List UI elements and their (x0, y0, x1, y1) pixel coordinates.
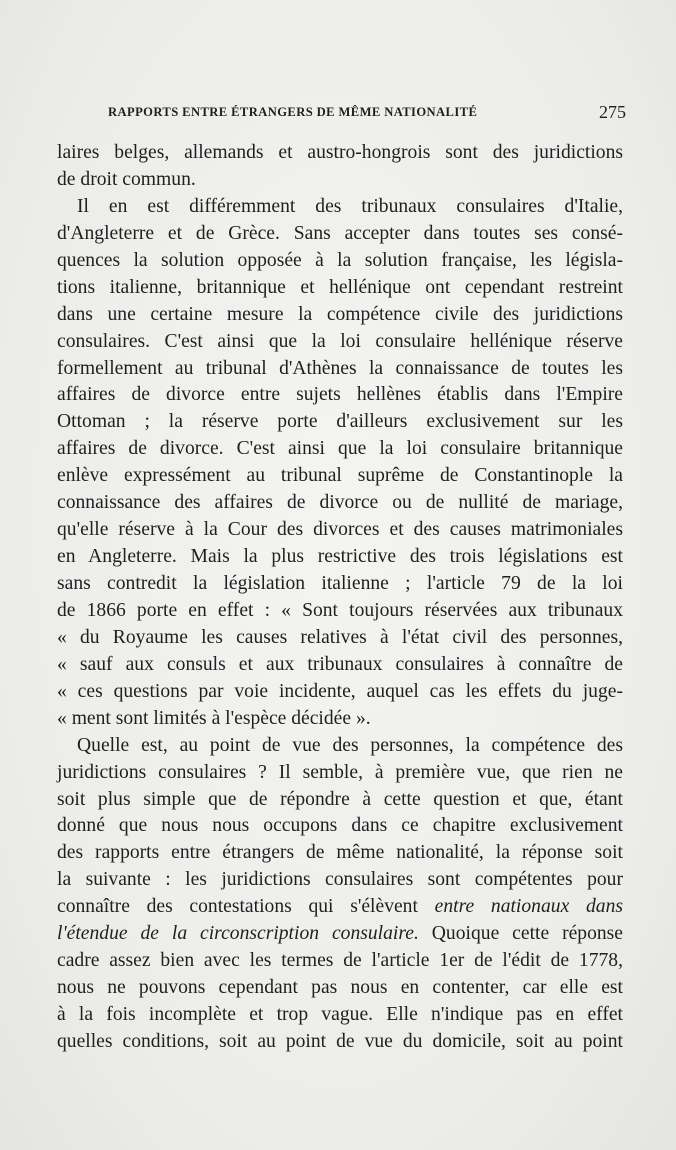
text-line: de 1866 porte en effet : « Sont toujours réservées aux tribunaux (57, 599, 623, 621)
text-line: sans contredit la législation italienne ; l'article 79 de la loi (57, 573, 623, 594)
text-line: laires belges, allemands et austro-hongrois sont des juridictions (57, 142, 623, 163)
page-number: 275 (599, 102, 626, 122)
text-line: affaires de divorce. C'est ainsi que la loi consulaire britannique (57, 438, 623, 460)
text-line: d'Angleterre et de Grèce. Sans accepter dans toutes ses consé- (57, 222, 623, 244)
text-line: qu'elle réserve à la Cour des divorces et des causes matrimoniales (57, 519, 623, 541)
text-line: connaissance des affaires de divorce ou de nullité de mariage, (57, 492, 623, 514)
text-line: quelles conditions, soit au point de vue du domicile, soit au point (57, 1030, 623, 1052)
text-line: quences la solution opposée à la solution française, les législa- (57, 249, 623, 271)
text-line: des rapports entre étrangers de même nationalité, la réponse soit (57, 842, 623, 864)
text-line: formellement au tribunal d'Athènes la connaissance de toutes les (57, 357, 623, 379)
text-line: « ment sont limités à l'espèce décidée ». (57, 707, 371, 729)
text-line: nous ne pouvons cependant pas nous en contenter, car elle est (57, 977, 623, 999)
italic-segment: l'étendue de la circonscription consulaire. (57, 923, 419, 945)
text-line: Il en est différemment des tribunaux consulaires d'Italie, (77, 195, 623, 217)
text-line: dans une certaine mesure la compétence civile des juridictions (57, 303, 623, 325)
text-line: enlève expressément au tribunal suprême de Constantinople la (57, 465, 623, 487)
text-line: Quelle est, au point de vue des personnes, la compétence des (77, 734, 623, 756)
text-line: « sauf aux consuls et aux tribunaux consulaires à connaître de (57, 653, 623, 675)
text-line-mixed (57, 921, 623, 948)
running-title: RAPPORTS ENTRE ÉTRANGERS DE MÊME NATIONALITÉ (108, 105, 478, 119)
text-segment: connaître des contestations qui s'élèvent (57, 896, 418, 918)
text-line: la suivante : les juridictions consulaires sont compétentes pour (57, 869, 623, 891)
text-line: « du Royaume les causes relatives à l'état civil des personnes, (57, 626, 623, 648)
text-line: consulaires. C'est ainsi que la loi consulaire hellénique réserve (57, 330, 623, 352)
text-line-mixed (57, 894, 623, 921)
text-line: affaires de divorce entre sujets hellènes établis dans l'Empire (57, 384, 623, 406)
text-line: Ottoman ; la réserve porte d'ailleurs exclusivement sur les (57, 411, 623, 433)
text-line: de droit commun. (57, 168, 196, 190)
text-line: soit plus simple que de répondre à cette question et que, étant (57, 788, 623, 810)
text-line: « ces questions par voie incidente, auquel cas les effets du juge- (57, 680, 623, 702)
body-text (57, 140, 623, 1056)
text-line: en Angleterre. Mais la plus restrictive des trois législations est (57, 546, 623, 568)
text-line: à la fois incomplète et trop vague. Elle n'indique pas en effet (57, 1004, 623, 1025)
text-line: cadre assez bien avec les termes de l'article 1er de l'édit de 1778, (57, 950, 623, 972)
text-segment: Quoique cette réponse (431, 923, 624, 945)
text-line: juridictions consulaires ? Il semble, à première vue, que rien ne (57, 761, 623, 783)
italic-segment: entre nationaux dans (434, 896, 623, 918)
text-line: tions italienne, britannique et hellénique ont cependant restreint (57, 276, 623, 298)
running-head (108, 102, 626, 124)
text-line: donné que nous nous occupons dans ce chapitre exclusivement (57, 815, 623, 837)
